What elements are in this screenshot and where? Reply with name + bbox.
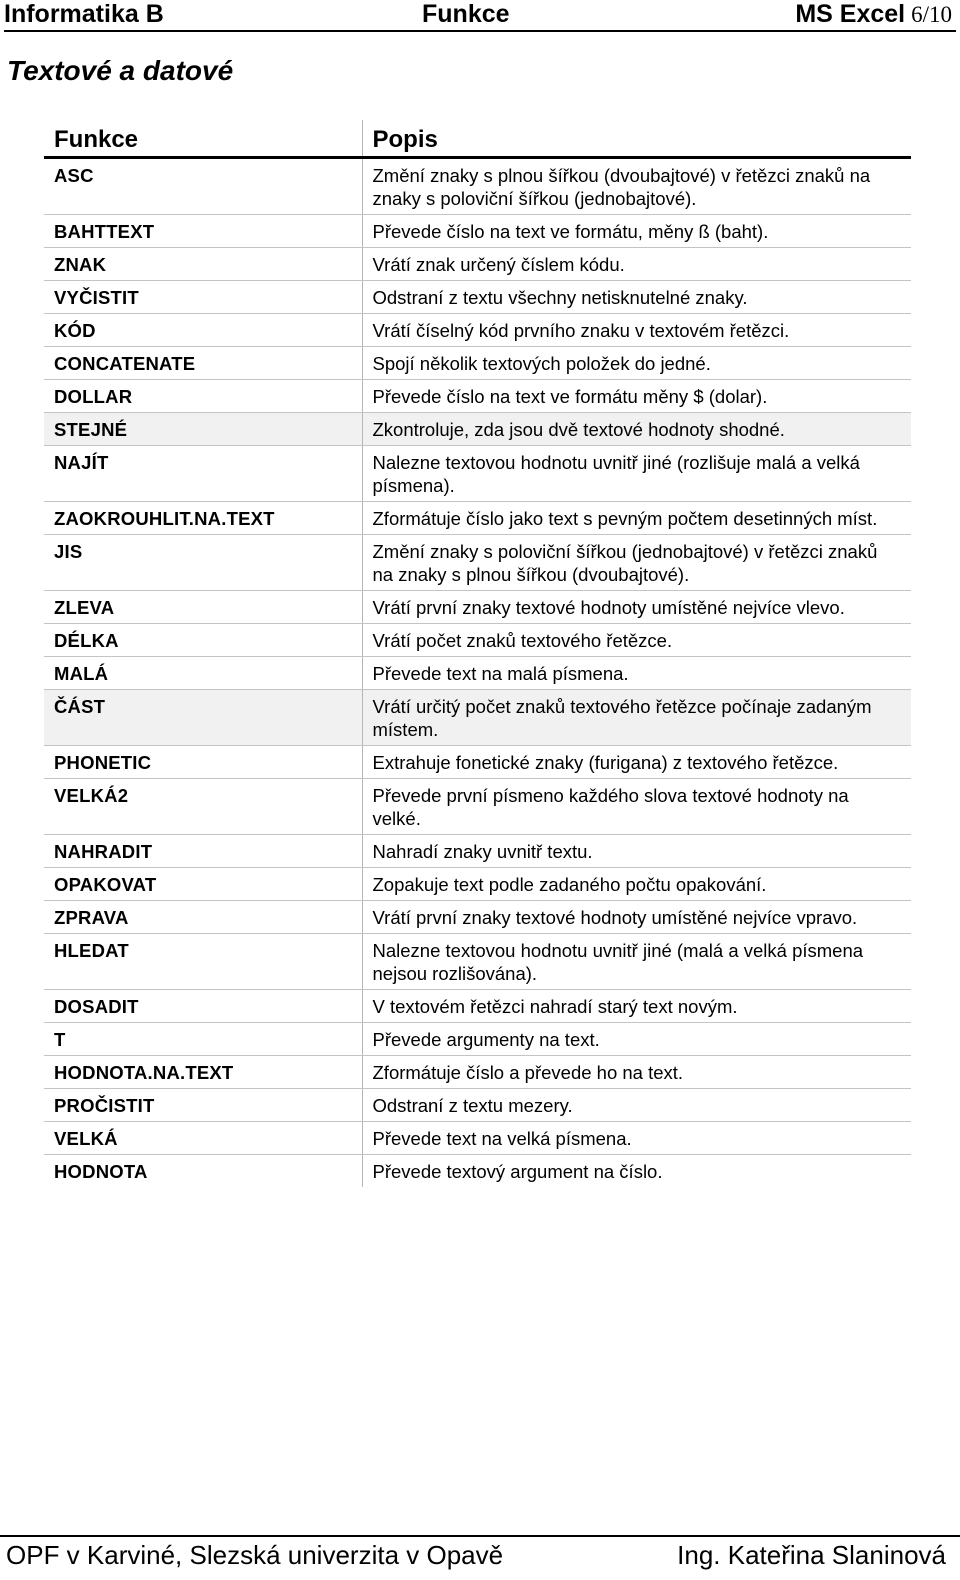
column-header-funkce: Funkce bbox=[44, 120, 362, 158]
table-row bbox=[44, 1023, 911, 1056]
function-name: NAHRADIT bbox=[44, 835, 362, 868]
function-name: OPAKOVAT bbox=[44, 868, 362, 901]
function-description: Zformátuje číslo a převede ho na text. bbox=[362, 1056, 911, 1089]
functions-table bbox=[44, 120, 911, 1187]
author: Ing. Kateřina Slaninová bbox=[677, 1540, 946, 1570]
table-row bbox=[44, 624, 911, 657]
function-name: DÉLKA bbox=[44, 624, 362, 657]
function-name: VELKÁ bbox=[44, 1122, 362, 1155]
table-row bbox=[44, 380, 911, 413]
function-name: DOLLAR bbox=[44, 380, 362, 413]
table-row bbox=[44, 347, 911, 380]
function-name: CONCATENATE bbox=[44, 347, 362, 380]
function-name: ZNAK bbox=[44, 248, 362, 281]
function-description: Převede argumenty na text. bbox=[362, 1023, 911, 1056]
column-header-popis: Popis bbox=[362, 120, 911, 158]
page-footer bbox=[0, 1535, 960, 1580]
function-name: PHONETIC bbox=[44, 746, 362, 779]
table-row bbox=[44, 690, 911, 746]
function-name: HLEDAT bbox=[44, 934, 362, 990]
function-description: Převede text na velká písmena. bbox=[362, 1122, 911, 1155]
function-name: ZPRAVA bbox=[44, 901, 362, 934]
table-row bbox=[44, 1122, 911, 1155]
function-description: Vrátí číselný kód prvního znaku v textovém řetězci. bbox=[362, 314, 911, 347]
function-name: ZAOKROUHLIT.NA.TEXT bbox=[44, 502, 362, 535]
function-name: DOSADIT bbox=[44, 990, 362, 1023]
function-name: ASC bbox=[44, 158, 362, 215]
function-description: Zformátuje číslo jako text s pevným počtem desetinných míst. bbox=[362, 502, 911, 535]
table-row bbox=[44, 591, 911, 624]
table-row bbox=[44, 934, 911, 990]
table-row bbox=[44, 215, 911, 248]
function-description: Změní znaky s poloviční šířkou (jednobajtové) v řetězci znaků na znaky s plnou šířkou (dvoubajtové). bbox=[362, 535, 911, 591]
table-row bbox=[44, 868, 911, 901]
table-row bbox=[44, 746, 911, 779]
table-row bbox=[44, 990, 911, 1023]
function-description: Vrátí první znaky textové hodnoty umístěné nejvíce vpravo. bbox=[362, 901, 911, 934]
function-name: JIS bbox=[44, 535, 362, 591]
function-description: Převede textový argument na číslo. bbox=[362, 1155, 911, 1188]
function-name: VYČISTIT bbox=[44, 281, 362, 314]
function-name: ČÁST bbox=[44, 690, 362, 746]
table-row bbox=[44, 446, 911, 502]
function-description: Změní znaky s plnou šířkou (dvoubajtové) v řetězci znaků na znaky s poloviční šířkou (jednobajtové). bbox=[362, 158, 911, 215]
function-name: MALÁ bbox=[44, 657, 362, 690]
table-row bbox=[44, 502, 911, 535]
table-row bbox=[44, 779, 911, 835]
function-description: Převede první písmeno každého slova textové hodnoty na velké. bbox=[362, 779, 911, 835]
table-row bbox=[44, 835, 911, 868]
table-row bbox=[44, 413, 911, 446]
function-name: T bbox=[44, 1023, 362, 1056]
function-name: STEJNÉ bbox=[44, 413, 362, 446]
table-row bbox=[44, 535, 911, 591]
table-row bbox=[44, 1056, 911, 1089]
table-row bbox=[44, 1155, 911, 1188]
function-name: VELKÁ2 bbox=[44, 779, 362, 835]
function-description: Vrátí počet znaků textového řetězce. bbox=[362, 624, 911, 657]
table-row bbox=[44, 1089, 911, 1122]
function-name: KÓD bbox=[44, 314, 362, 347]
function-name: PROČISTIT bbox=[44, 1089, 362, 1122]
table-row bbox=[44, 657, 911, 690]
function-description: Převede číslo na text ve formátu, měny ß (baht). bbox=[362, 215, 911, 248]
function-description: Vrátí určitý počet znaků textového řetězce počínaje zadaným místem. bbox=[362, 690, 911, 746]
function-description: Vrátí první znaky textové hodnoty umístěné nejvíce vlevo. bbox=[362, 591, 911, 624]
function-name: BAHTTEXT bbox=[44, 215, 362, 248]
function-name: ZLEVA bbox=[44, 591, 362, 624]
function-description: Zkontroluje, zda jsou dvě textové hodnoty shodné. bbox=[362, 413, 911, 446]
page-number: 6/10 bbox=[911, 2, 952, 27]
table-row bbox=[44, 158, 911, 215]
table-row bbox=[44, 314, 911, 347]
function-description: Odstraní z textu všechny netisknutelné znaky. bbox=[362, 281, 911, 314]
function-description: Nalezne textovou hodnotu uvnitř jiné (malá a velká písmena nejsou rozlišována). bbox=[362, 934, 911, 990]
table-row bbox=[44, 901, 911, 934]
function-description: Vrátí znak určený číslem kódu. bbox=[362, 248, 911, 281]
function-description: Extrahuje fonetické znaky (furigana) z textového řetězce. bbox=[362, 746, 911, 779]
function-description: Převede číslo na text ve formátu měny $ (dolar). bbox=[362, 380, 911, 413]
function-description: Nalezne textovou hodnotu uvnitř jiné (rozlišuje malá a velká písmena). bbox=[362, 446, 911, 502]
function-name: HODNOTA.NA.TEXT bbox=[44, 1056, 362, 1089]
table-body bbox=[44, 158, 911, 1188]
course-title: Informatika B bbox=[4, 0, 164, 28]
section-title: Textové a datové bbox=[7, 55, 234, 86]
table-row bbox=[44, 248, 911, 281]
function-name: NAJÍT bbox=[44, 446, 362, 502]
function-description: Nahradí znaky uvnitř textu. bbox=[362, 835, 911, 868]
table-row bbox=[44, 281, 911, 314]
institution: OPF v Karviné, Slezská univerzita v Opavě bbox=[6, 1540, 504, 1570]
chapter-title: Funkce bbox=[422, 0, 510, 28]
function-description: Spojí několik textových položek do jedné. bbox=[362, 347, 911, 380]
function-description: V textovém řetězci nahradí starý text novým. bbox=[362, 990, 911, 1023]
table-header-row bbox=[44, 120, 911, 158]
page-header bbox=[4, 0, 956, 32]
function-description: Odstraní z textu mezery. bbox=[362, 1089, 911, 1122]
function-name: HODNOTA bbox=[54, 1161, 148, 1182]
function-description: Zopakuje text podle zadaného počtu opakování. bbox=[362, 868, 911, 901]
app-name: MS Excel bbox=[795, 0, 906, 28]
header-right bbox=[795, 0, 952, 29]
function-description: Převede text na malá písmena. bbox=[362, 657, 911, 690]
